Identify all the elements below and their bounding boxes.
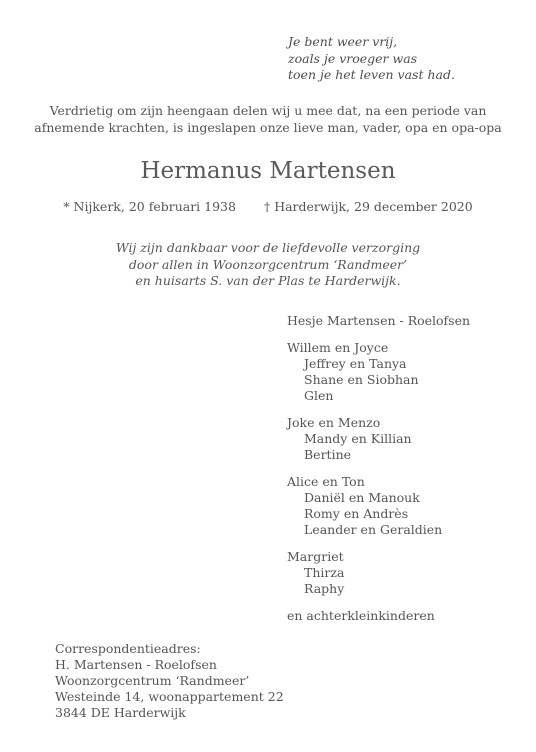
family-group-head: Alice en Ton [287,474,365,489]
thanks-line: door allen in Woonzorgcentrum ‘Randmeer’ [128,256,408,272]
intro-line: Verdrietig om zijn heengaan delen wij u mee dat, na een periode van [49,103,487,118]
great-grandchildren-line: en achterkleinkinderen [287,608,435,623]
poem [288,34,455,84]
family-member: Shane en Siobhan [304,372,419,387]
poem-line: zoals je vroeger was [288,50,418,66]
family-group [287,474,470,538]
family-member: Glen [304,388,334,403]
family-member: Romy en Andrès [304,506,409,521]
announcement-intro [20,102,516,136]
poem-line: toen je het leven vast had. [288,67,455,82]
thanks-line: en huisarts S. van der Plas te Harderwijk. [135,273,401,288]
correspondence-address [55,641,284,721]
family-group [287,415,470,463]
family-member: Raphy [304,581,345,596]
family-group [287,340,470,404]
family-group-head: Margriet [287,549,344,564]
address-line: Woonzorgcentrum ‘Randmeer’ [55,673,250,688]
family-member: Jeffrey en Tanya [304,356,407,371]
family-group [287,549,470,597]
family-group-head: Willem en Joyce [287,340,389,355]
family-member: Thirza [304,565,345,580]
birth-date: * Nijkerk, 20 februari 1938 [63,199,236,214]
correspondence-heading: Correspondentieadres: [55,641,201,656]
deceased-name: Hermanus Martensen [140,158,396,184]
life-dates [0,199,536,215]
intro-line: afnemende krachten, is ingeslapen onze lieve man, vader, opa en opa-opa [34,120,502,135]
family-member: Mandy en Killian [304,431,412,446]
address-line: H. Martensen - Roelofsen [55,657,217,672]
family-member: Bertine [304,447,352,462]
family-member: Leander en Geraldien [304,522,443,537]
poem-line: Je bent weer vrij, [288,34,398,49]
death-date: † Harderwijk, 29 december 2020 [263,199,473,214]
spouse-name: Hesje Martensen - Roelofsen [287,313,471,328]
family-list [287,313,470,624]
thanks-message [0,240,536,290]
address-line: 3844 DE Harderwijk [55,705,186,720]
thanks-line: Wij zijn dankbaar voor de liefdevolle verzorging [115,240,421,255]
address-line: Westeinde 14, woonappartement 22 [55,689,284,704]
family-member: Daniël en Manouk [304,490,420,505]
family-group-head: Joke en Menzo [287,415,381,430]
